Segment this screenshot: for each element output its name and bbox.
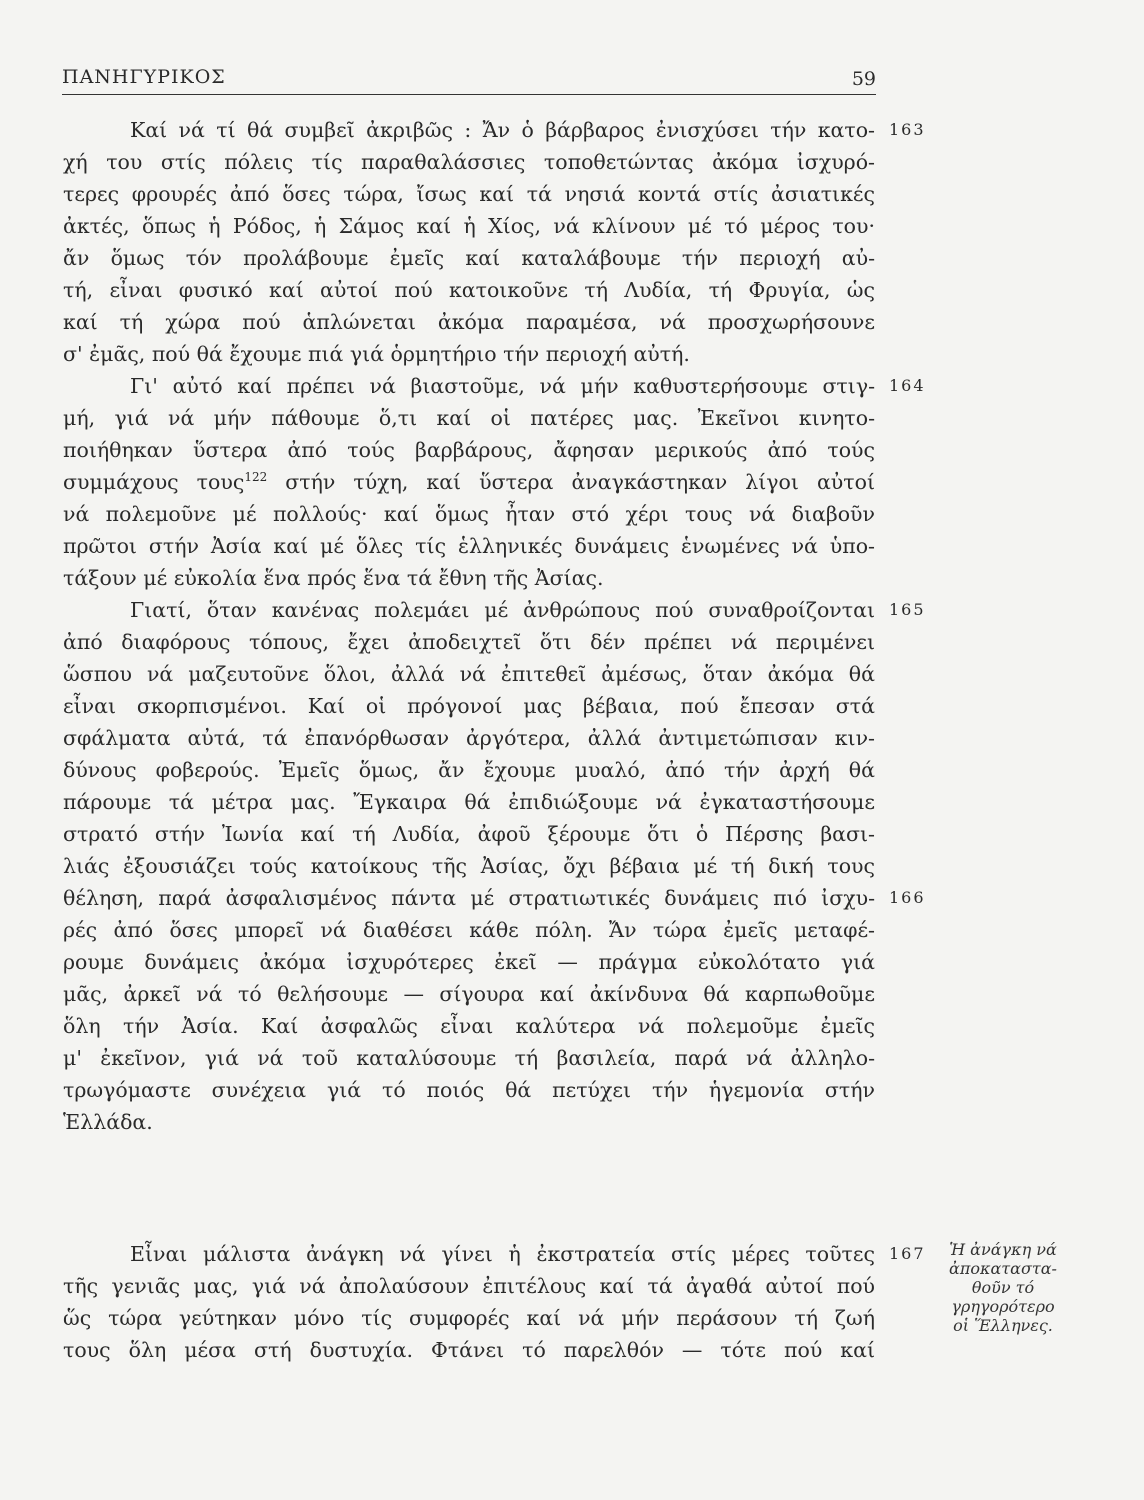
section-number: 164 bbox=[889, 376, 926, 395]
text-line: ἀκτές, ὅπως ἡ Ρόδος, ἡ Σάμος καί ἡ Χίος, νά κλίνουν μέ τό μέρος του· bbox=[63, 214, 875, 238]
text-line: ἀπό διαφόρους τόπους, ἔχει ἀποδειχτεῖ ὅτι δέν πρέπει νά περιμένει bbox=[63, 630, 875, 654]
text-line: τῆς γενιᾶς μας, γιά νά ἀπολαύσουν ἐπιτέλους καί τά ἀγαθά αὐτοί πού bbox=[63, 1274, 875, 1298]
section-number: 165 bbox=[889, 600, 926, 619]
running-header bbox=[62, 60, 876, 95]
text-line: ρές ἀπό ὅσες μπορεῖ νά διαθέσει κάθε πόλη. Ἄν τώρα ἐμεῖς μεταφέ- bbox=[63, 918, 875, 942]
text-line: τάξουν μέ εὐκολία ἕνα πρός ἕνα τά ἔθνη τῆς Ἀσίας. bbox=[63, 566, 604, 590]
text-line: ἄν ὅμως τόν προλάβουμε ἐμεῖς καί καταλάβουμε τήν περιοχή αὐ- bbox=[63, 246, 875, 270]
text-line: Γιατί, ὅταν κανένας πολεμάει μέ ἀνθρώπους πού συναθροίζονται bbox=[130, 598, 875, 622]
text-line: πρῶτοι στήν Ἀσία καί μέ ὅλες τίς ἑλληνικές δυνάμεις ἑνωμένες νά ὑπο- bbox=[63, 534, 875, 558]
text-line bbox=[63, 467, 875, 497]
text-line: ὅλη τήν Ἀσία. Καί ἀσφαλῶς εἶναι καλύτερα νά πολεμοῦμε ἐμεῖς bbox=[63, 1014, 875, 1038]
text-line: Ἑλλάδα. bbox=[63, 1110, 153, 1134]
margin-note-line: Ἡ ἀνάγκη νά bbox=[949, 1240, 1057, 1259]
margin-note-line: ἀποκαταστα- bbox=[949, 1259, 1057, 1278]
page-number: 59 bbox=[851, 68, 876, 90]
text-line: μή, γιά νά μήν πάθουμε ὅ,τι καί οἱ πατέρες μας. Ἐκεῖνοι κινητο- bbox=[63, 406, 875, 430]
text-fragment: στήν τύχη, καί ὕστερα ἀναγκάστηκαν λίγοι αὐτοί bbox=[285, 470, 875, 494]
footnote-marker: 122 bbox=[244, 470, 268, 485]
text-line: λιάς ἐξουσιάζει τούς κατοίκους τῆς Ἀσίας, ὄχι βέβαια μέ τή δική τους bbox=[63, 854, 875, 878]
margin-note bbox=[928, 1240, 1078, 1335]
text-fragment: συμμάχους τους bbox=[63, 470, 245, 494]
text-line: σ' ἐμᾶς, πού θά ἔχουμε πιά γιά ὁρμητήριο τήν περιοχή αὐτή. bbox=[63, 342, 690, 366]
text-line: δύνους φοβερούς. Ἐμεῖς ὅμως, ἄν ἔχουμε μυαλό, ἀπό τήν ἀρχή θά bbox=[63, 758, 875, 782]
text-line: Εἶναι μάλιστα ἀνάγκη νά γίνει ἡ ἐκστρατεία στίς μέρες τοῦτες bbox=[130, 1242, 875, 1266]
section-number: 167 bbox=[889, 1244, 926, 1263]
text-line: σφάλματα αὐτά, τά ἐπανόρθωσαν ἀργότερα, ἀλλά ἀντιμετώπισαν κιν- bbox=[63, 726, 875, 750]
text-line: Καί νά τί θά συμβεῖ ἀκριβῶς : Ἄν ὁ βάρβαρος ἐνισχύσει τήν κατο- bbox=[130, 118, 875, 142]
text-line: τους ὅλη μέσα στή δυστυχία. Φτάνει τό παρελθόν — τότε πού καί bbox=[63, 1338, 875, 1362]
text-line: ποιήθηκαν ὕστερα ἀπό τούς βαρβάρους, ἄφησαν μερικούς ἀπό τούς bbox=[63, 438, 875, 462]
text-line: στρατό στήν Ἰωνία καί τή Λυδία, ἀφοῦ ξέρουμε ὅτι ὁ Πέρσης βασι- bbox=[63, 822, 875, 846]
text-line: τρωγόμαστε συνέχεια γιά τό ποιός θά πετύχει τήν ἡγεμονία στήν bbox=[63, 1078, 875, 1102]
text-line: Γι' αὐτό καί πρέπει νά βιαστοῦμε, νά μήν καθυστερήσουμε στιγ- bbox=[130, 374, 875, 398]
text-line: νά πολεμοῦνε μέ πολλούς· καί ὅμως ἦταν στό χέρι τους νά διαβοῦν bbox=[63, 502, 875, 526]
text-line: χή του στίς πόλεις τίς παραθαλάσσιες τοποθετώντας ἀκόμα ἰσχυρό- bbox=[63, 150, 875, 174]
text-line: ρουμε δυνάμεις ἀκόμα ἰσχυρότερες ἐκεῖ — πράγμα εὐκολότατο γιά bbox=[63, 950, 875, 974]
text-line: εἶναι σκορπισμένοι. Καί οἱ πρόγονοί μας βέβαια, πού ἔπεσαν στά bbox=[63, 694, 875, 718]
text-line: μ' ἐκεῖνον, γιά νά τοῦ καταλύσουμε τή βασιλεία, παρά νά ἀλληλο- bbox=[63, 1046, 875, 1070]
text-line: τερες φρουρές ἀπό ὅσες τώρα, ἴσως καί τά νησιά κοντά στίς ἀσιατικές bbox=[63, 182, 875, 206]
text-line: τή, εἶναι φυσικό καί αὐτοί πού κατοικοῦνε τή Λυδία, τή Φρυγία, ὡς bbox=[63, 278, 875, 302]
header-title: ΠΑΝΗΓΥΡΙΚΟΣ bbox=[62, 66, 226, 88]
margin-note-line: οἱ Ἕλληνες. bbox=[953, 1316, 1053, 1335]
text-line: ὥσπου νά μαζευτοῦνε ὅλοι, ἀλλά νά ἐπιτεθεῖ ἀμέσως, ὅταν ἀκόμα θά bbox=[63, 662, 875, 686]
section-number: 163 bbox=[889, 120, 926, 139]
text-line: καί τή χώρα πού ἁπλώνεται ἀκόμα παραμέσα, νά προσχωρήσουνε bbox=[63, 310, 875, 334]
margin-note-line: θοῦν τό bbox=[971, 1278, 1035, 1297]
margin-note-line: γρηγορότερο bbox=[951, 1297, 1055, 1316]
text-line: θέληση, παρά ἀσφαλισμένος πάντα μέ στρατιωτικές δυνάμεις πιό ἰσχυ- bbox=[63, 886, 875, 910]
text-line: πάρουμε τά μέτρα μας. Ἔγκαιρα θά ἐπιδιώξουμε νά ἐγκαταστήσουμε bbox=[63, 790, 875, 814]
section-number: 166 bbox=[889, 888, 926, 907]
text-line: μᾶς, ἀρκεῖ νά τό θελήσουμε — σίγουρα καί ἀκίνδυνα θά καρπωθοῦμε bbox=[63, 982, 875, 1006]
text-line: ὥς τώρα γεύτηκαν μόνο τίς συμφορές καί νά μήν περάσουν τή ζωή bbox=[63, 1306, 875, 1330]
